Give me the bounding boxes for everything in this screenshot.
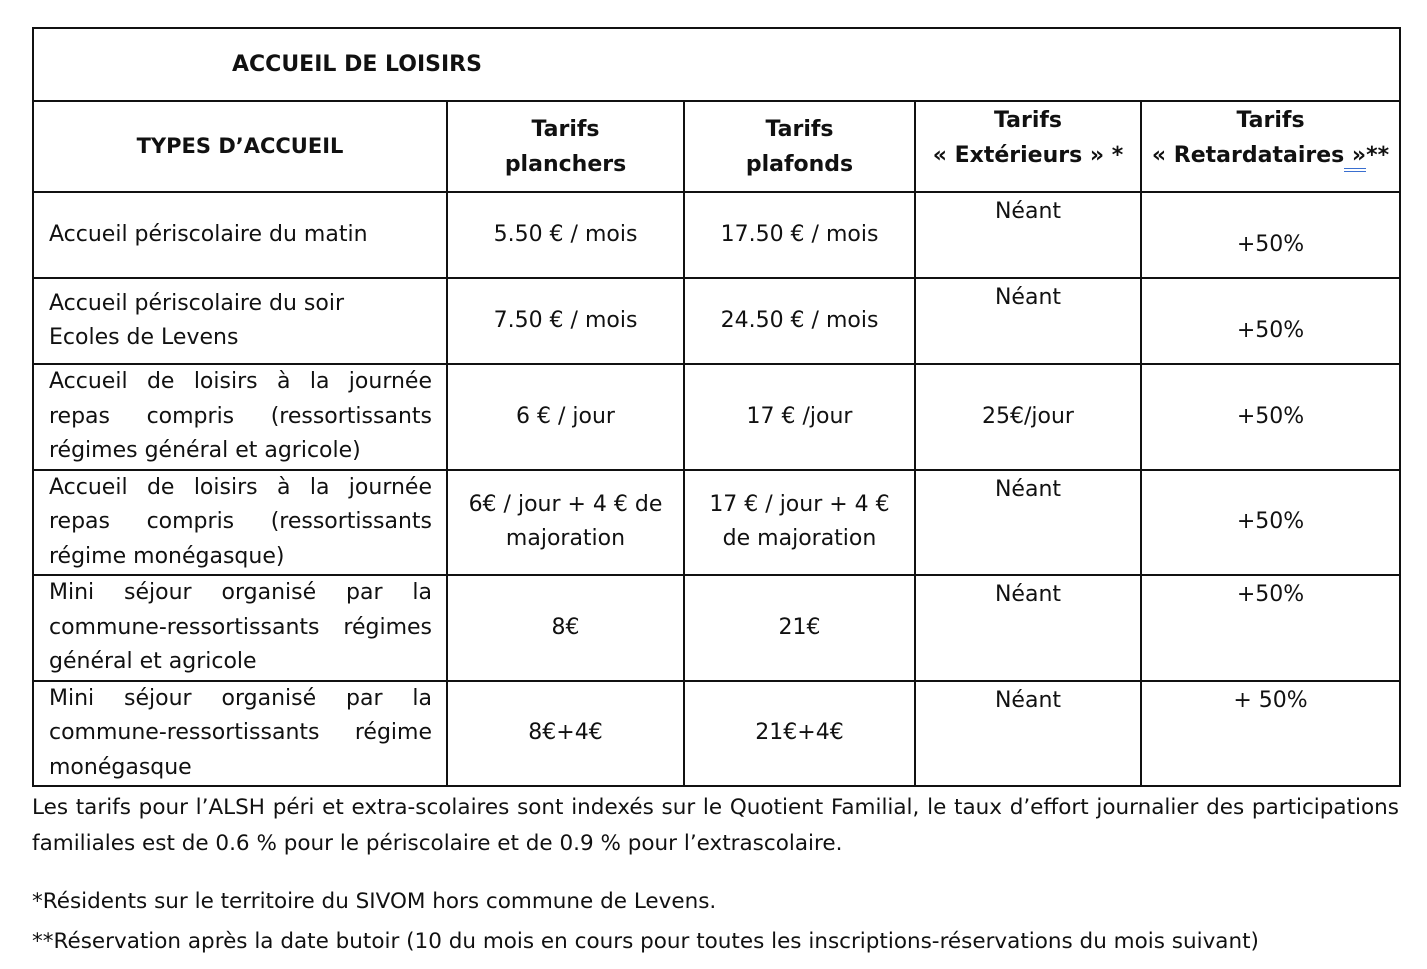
cell-planchers: 8€ <box>447 575 684 681</box>
cell-type: Mini séjour organisé par la commune-ressortissants régimes général et agricole <box>33 575 447 681</box>
cell-retardataires: + 50% <box>1141 681 1400 787</box>
cell-planchers: 7.50 € / mois <box>447 278 684 364</box>
cell-retardataires: +50% <box>1141 364 1400 470</box>
cell-planchers <box>447 470 684 576</box>
header-retardataires-marker: ** <box>1366 143 1390 168</box>
header-retardataires-line <box>1142 138 1399 173</box>
notes-section <box>32 790 1399 960</box>
cell-planchers: 5.50 € / mois <box>447 192 684 278</box>
table-title-cell <box>33 28 1400 101</box>
table-row <box>33 278 1400 364</box>
header-retardataires-line: Tarifs <box>1236 108 1305 133</box>
cell-exterieurs: Néant <box>915 681 1141 787</box>
cell-type-line: Ecoles de Levens <box>49 325 239 350</box>
header-planchers <box>447 101 684 192</box>
cell-plafonds-line: 17 € / jour + 4 € <box>709 491 890 517</box>
cell-planchers: 6 € / jour <box>447 364 684 470</box>
header-plafonds-line: plafonds <box>745 151 854 177</box>
table-row <box>33 575 1400 681</box>
header-exterieurs-line: Tarifs <box>993 108 1063 133</box>
header-plafonds-line: Tarifs <box>765 116 834 142</box>
cell-planchers: 8€+4€ <box>447 681 684 787</box>
header-planchers-line: planchers <box>504 151 627 177</box>
cell-plafonds: 24.50 € / mois <box>684 278 915 364</box>
table-title-row <box>33 28 1400 101</box>
cell-plafonds-line: de majoration <box>722 526 877 552</box>
header-plafonds <box>684 101 915 192</box>
cell-type-line: Accueil périscolaire du soir <box>49 290 345 316</box>
header-exterieurs <box>915 101 1141 192</box>
note-exterieurs: *Résidents sur le territoire du SIVOM hors commune de Levens. <box>32 889 717 914</box>
cell-planchers-line: 6€ / jour + 4 € de <box>468 491 663 517</box>
cell-planchers-line: majoration <box>505 526 626 552</box>
cell-exterieurs: Néant <box>915 192 1141 278</box>
table-title: ACCUEIL DE LOISIRS <box>232 52 482 77</box>
cell-retardataires: +50% <box>1141 192 1400 278</box>
cell-plafonds: 17.50 € / mois <box>684 192 915 278</box>
cell-plafonds: 21€ <box>684 575 915 681</box>
table-row <box>33 364 1400 470</box>
cell-plafonds <box>684 470 915 576</box>
cell-exterieurs: Néant <box>915 278 1141 364</box>
table-header-row <box>33 101 1400 192</box>
cell-type: Accueil de loisirs à la journée repas compris (ressortissants régime monégasque) <box>33 470 447 576</box>
tarifs-table <box>32 27 1401 787</box>
cell-type: Mini séjour organisé par la commune-ressortissants régime monégasque <box>33 681 447 787</box>
cell-type: Accueil de loisirs à la journée repas compris (ressortissants régimes général et agricole) <box>33 364 447 470</box>
cell-retardataires: +50% <box>1141 575 1400 681</box>
header-types: TYPES D’ACCUEIL <box>33 101 447 192</box>
note-retardataires: **Réservation après la date butoir (10 du mois en cours pour toutes les inscriptions-réservations du mois suivant) <box>32 929 1259 954</box>
cell-type <box>33 278 447 364</box>
document-page <box>32 27 1399 787</box>
cell-plafonds: 17 € /jour <box>684 364 915 470</box>
note-quotient-familial: Les tarifs pour l’ALSH péri et extra-scolaires sont indexés sur le Quotient Familial, le taux d’effort journalier des participations familiales est de 0.6 % pour le périscolaire et de 0.9 % pour l’extrascolaire. <box>32 795 1399 856</box>
cell-retardataires: +50% <box>1141 470 1400 576</box>
table-row <box>33 192 1400 278</box>
header-retardataires-text: « Retardataires <box>1151 143 1345 168</box>
table-row <box>33 681 1400 787</box>
spellcheck-underline: » <box>1344 143 1366 172</box>
table-row <box>33 470 1400 576</box>
cell-exterieurs: 25€/jour <box>915 364 1141 470</box>
header-exterieurs-line: « Extérieurs » * <box>932 143 1124 168</box>
cell-plafonds: 21€+4€ <box>684 681 915 787</box>
cell-type: Accueil périscolaire du matin <box>33 192 447 278</box>
cell-exterieurs: Néant <box>915 470 1141 576</box>
header-retardataires <box>1141 101 1400 192</box>
cell-retardataires: +50% <box>1141 278 1400 364</box>
header-planchers-line: Tarifs <box>531 116 600 142</box>
cell-exterieurs: Néant <box>915 575 1141 681</box>
